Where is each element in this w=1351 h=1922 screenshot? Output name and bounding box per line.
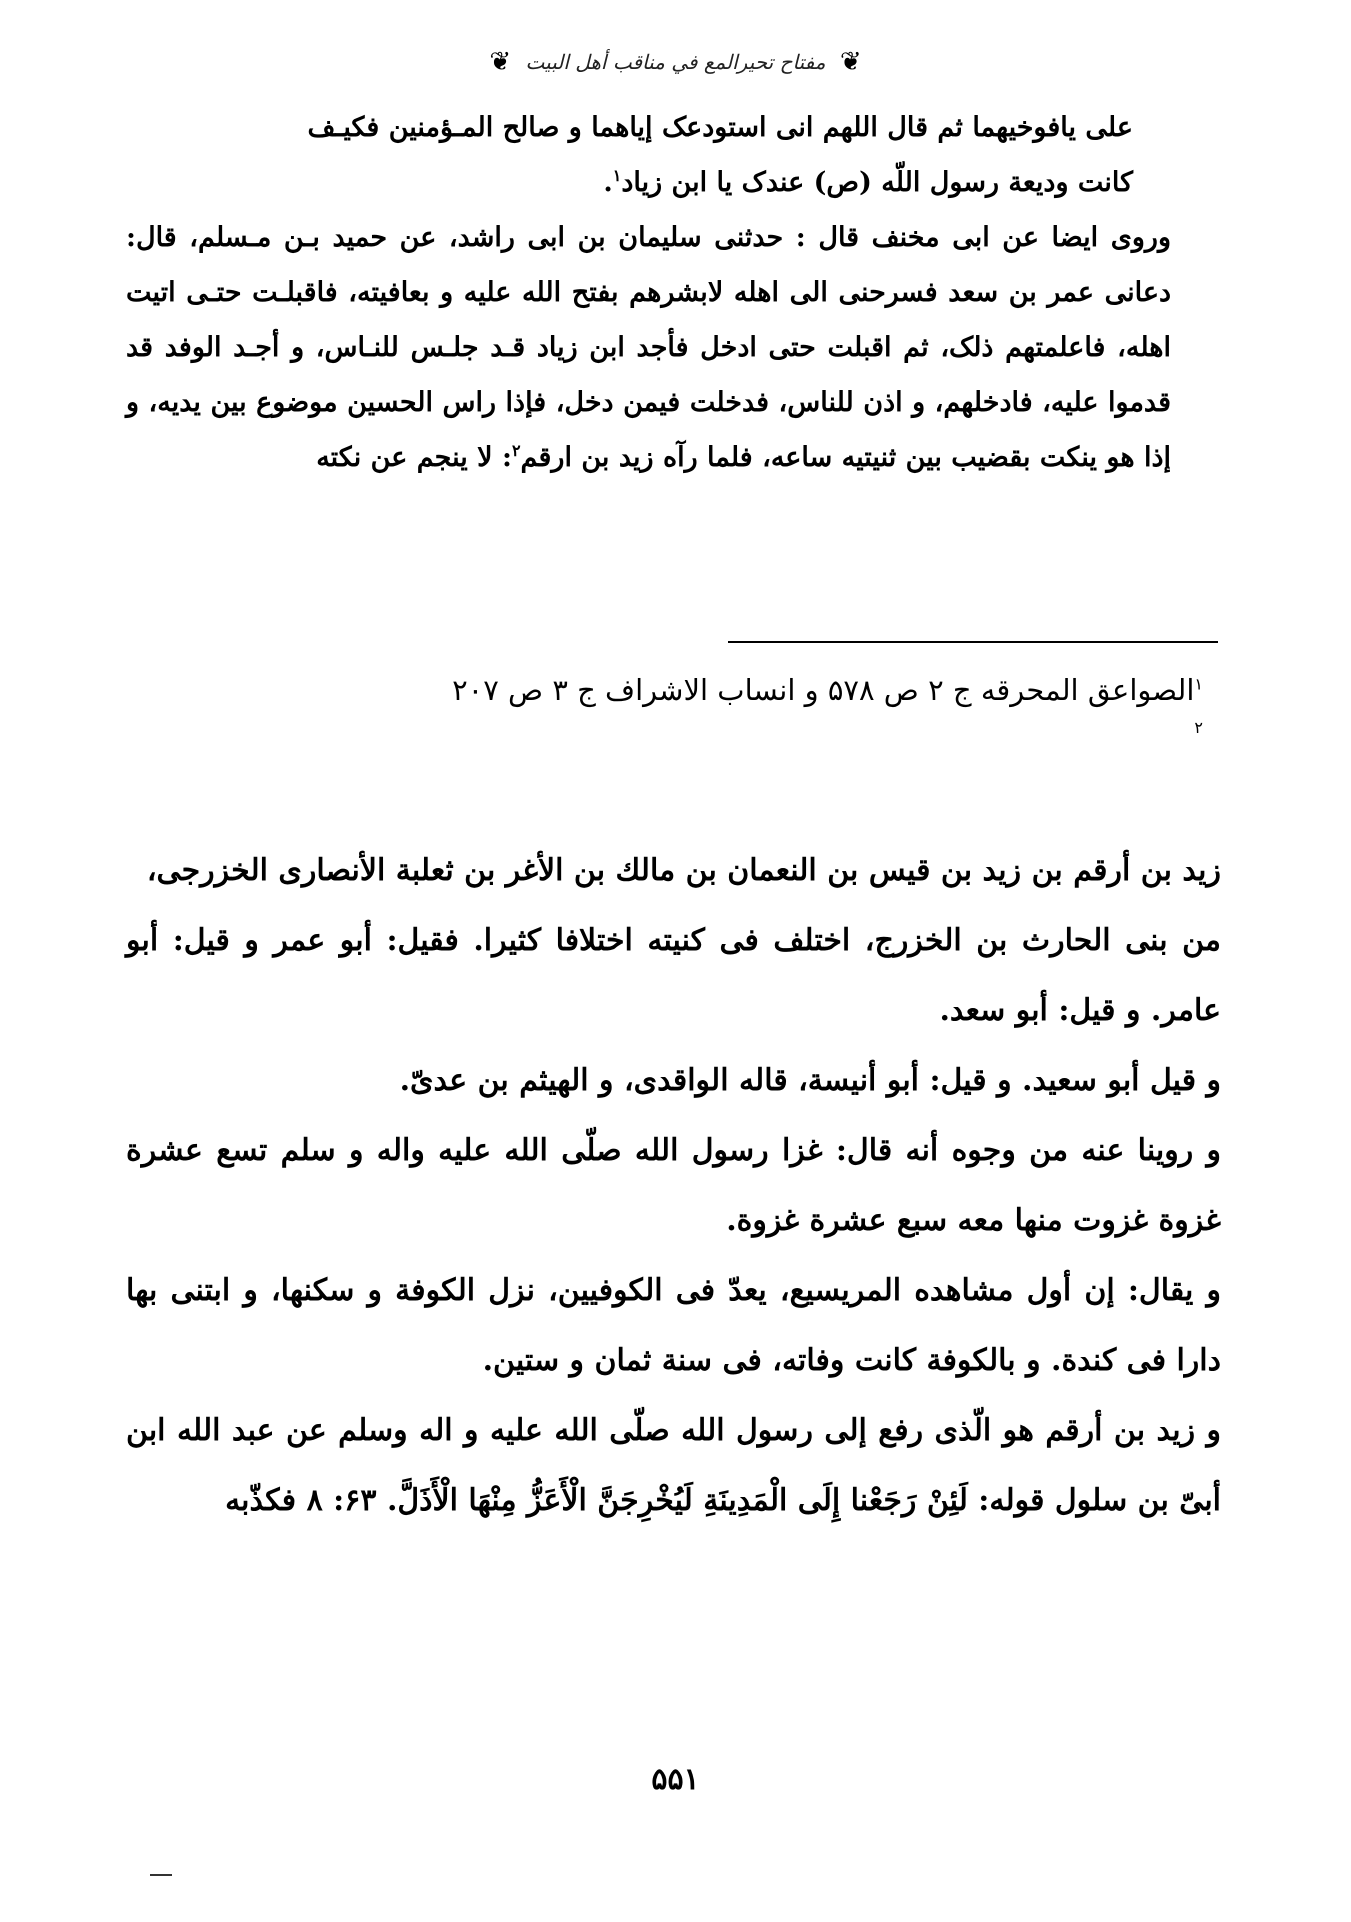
paragraph-1-line-1: على يافوخيهما ثم قال اللهم انى استودعک إیاهما و صالح المـؤمنين فكيـف [307, 112, 1133, 143]
footnote-ref-2[interactable]: ۲ [511, 441, 521, 460]
paragraph-8: و زيد بن أرقم هو الّذى رفع إلى رسول الله صلّى الله عليه و اله وسلم عن عبد الله ابن أبىّ بن سلول قوله: لَئِنْ رَجَعْنا إِلَى الْمَدِينَةِ لَيُخْرِجَنَّ الْأَعَزُّ مِنْهَا الْأَذَلَّ. ۶۳: ۸ فكذّبه [126, 1413, 1221, 1518]
paragraph-2-text: وروی ایضا عن ابی مخنف قال : حدثنى سليمان بن ابی راشد، عن حميد بـن مـسلم، قال: دعانی عمر بن سعد فسرحنى الى اهله لابشرهم بفتح الله عليه و بعافيته، فاقبلـت حتـى اتيت اهله، فاعلمتهم ذلک، ثم اقبلت حتى ادخل فأجد ابن زياد قـد جلـس للنـاس، و أجـد الوفد قد قدموا عليه، فادخلهم، و اذن للناس، فدخلت فيمن دخل، فإذا راس الحسين موضوع بين يديه، و إذا هو ينكت بقضيب بين ثنيتيه ساعه، فلما رآه زيد بن ارقم [126, 222, 1171, 473]
paragraph-6: و روينا عنه من وجوه أنه قال: غزا رسول الله صلّى الله عليه واله و سلم تسع عشرة غزوة غزوت منها معه سبع عشرة غزوة. [126, 1133, 1221, 1238]
paragraph-2-text-end: : لا ينجم عن نكته [316, 442, 512, 473]
paragraph-7: و يقال: إن أول مشاهده المريسيع، يعدّ فى الكوفيين، نزل الكوفة و سكنها، و ابتنى بها دارا فى كندة. و بالكوفة كانت وفاته، فى سنة ثمان و ستين. [126, 1273, 1221, 1378]
paragraph-2 [126, 210, 1221, 485]
paragraph-5: و قيل أبو سعيد. و قيل: أبو أنيسة، قاله الواقدى، و الهيثم بن عدىّ. [399, 1063, 1221, 1098]
scan-mark [150, 1874, 172, 1876]
page-number: ۵۵۱ [651, 1762, 700, 1797]
footnote-1-number: ۱ [1194, 674, 1203, 694]
footnote-1-text: الصواعق المحرقه ج ۲ ص ۵۷۸ و انساب الاشراف ج ۳ ص ۲۰۷ [452, 673, 1195, 707]
paragraph-1-line-2: كانت وديعة رسول اللّه (ص) عندک یا ابن زیاد [621, 167, 1133, 198]
paragraph-1: على يافوخيهما ثم قال اللهم انى استودعک إیاهما و صالح المـؤمنين فكيـف كانت وديعة رسول اللّه (ص) عندک یا ابن زیاد$^۱$. [307, 112, 1133, 198]
footnote-2-number: ۲ [1194, 718, 1203, 737]
ornament-icon: ❦ [839, 46, 862, 77]
paragraph-4: من بنى الحارث بن الخزرج، اختلف فى كنيته اختلافا كثيرا. فقيل: أبو عمر و قيل: أبو عامر. و قيل: أبو سعد. [126, 923, 1221, 1028]
footnotes [126, 668, 1221, 744]
main-text-bottom [126, 836, 1221, 1536]
running-head-title: مفتاح تحيرالمع في مناقب أهل البيت [525, 49, 826, 74]
paragraph-3: زيد بن أرقم بن زيد بن قيس بن النعمان بن مالك بن الأغر بن ثعلبة الأنصارى الخزرجى، [146, 853, 1221, 888]
footnote-1 [126, 668, 1221, 712]
ornament-icon: ❦ [489, 46, 512, 77]
running-head [0, 46, 1351, 76]
footnote-ref-1[interactable]: ۱ [612, 166, 622, 185]
main-text-top [126, 100, 1221, 485]
footnote-divider [728, 641, 1218, 643]
